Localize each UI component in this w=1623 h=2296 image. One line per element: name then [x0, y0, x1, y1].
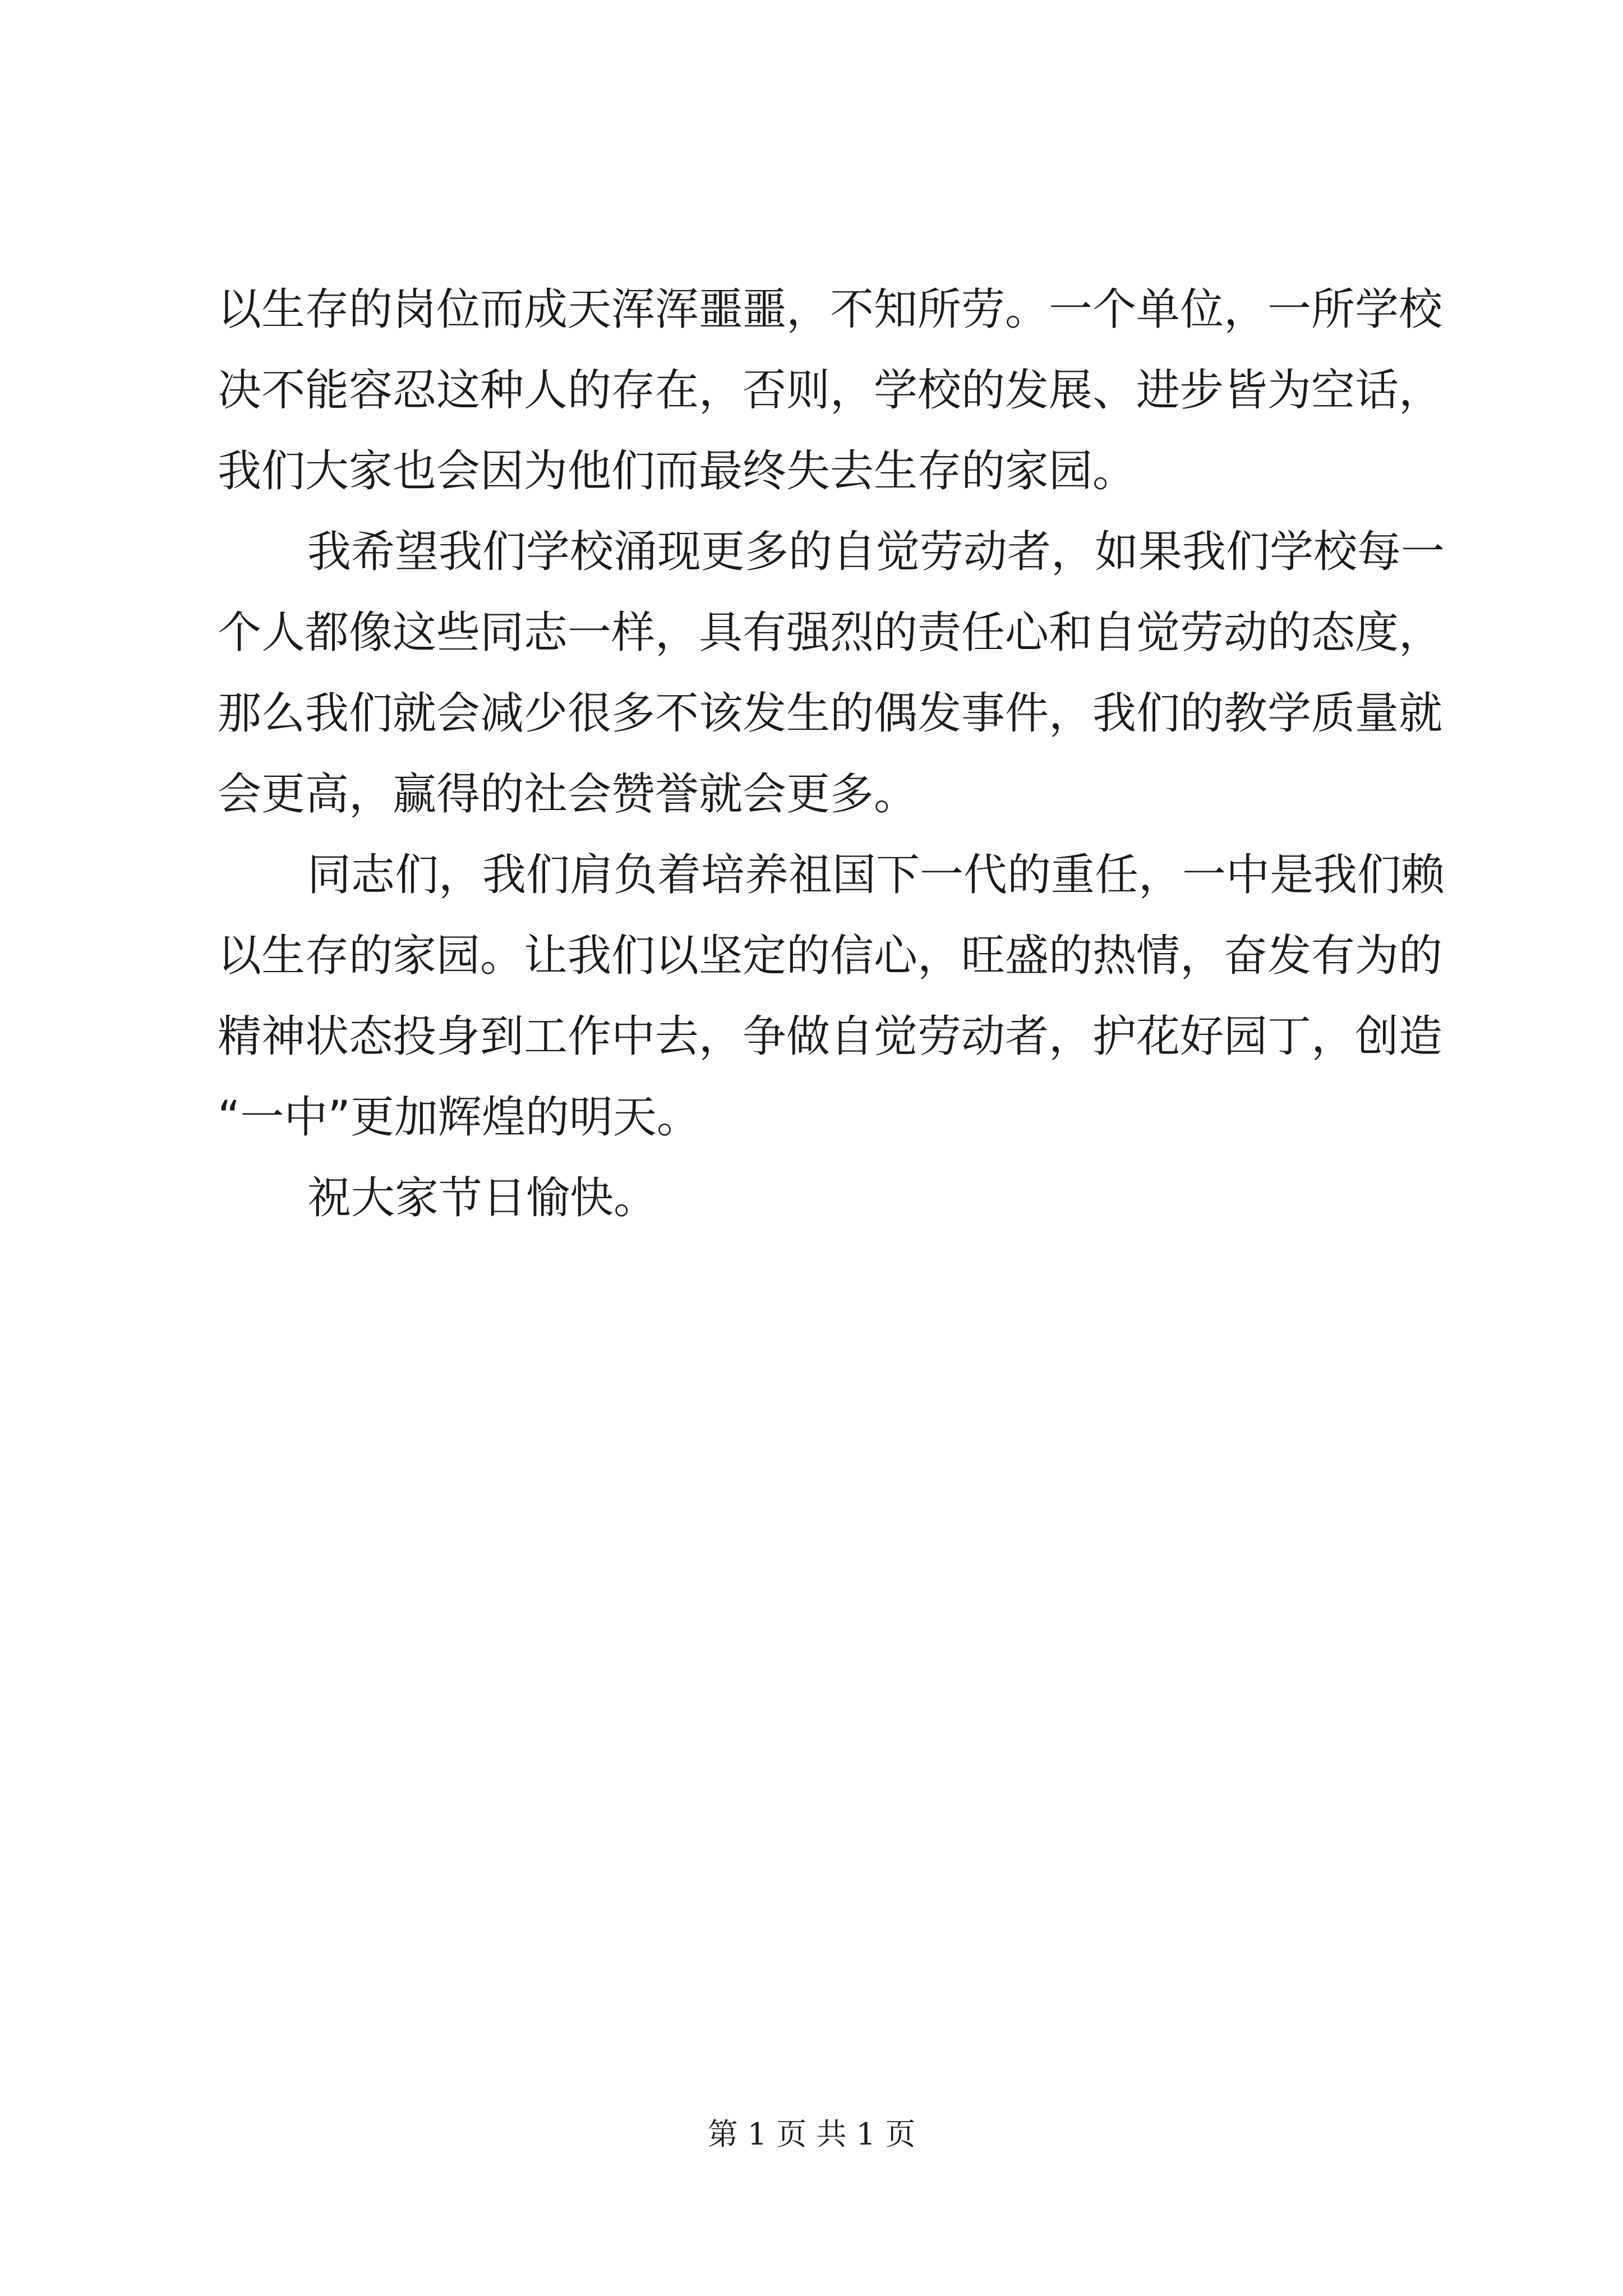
text-line: 祝大家节日愉快。: [307, 1173, 658, 1223]
text-line: 那么我们就会减少很多不该发生的偶发事件，我们的教学质量就: [218, 688, 1443, 739]
text-line: 精神状态投身到工作中去，争做自觉劳动者，护花好园丁，创造: [218, 1011, 1443, 1062]
text-line: 个人都像这些同志一样，具有强烈的责任心和自觉劳动的态度，: [218, 608, 1443, 658]
text-line: 我们大家也会因为他们而最终失去生存的家园。: [218, 446, 1137, 496]
text-line: 会更高，赢得的社会赞誉就会更多。: [218, 769, 918, 820]
page-number-footer: 第 1 页 共 1 页: [707, 2116, 916, 2152]
text-line: 以生存的岗位而成天浑浑噩噩，不知所劳。一个单位，一所学校: [218, 284, 1443, 335]
document-body: [218, 269, 1445, 1239]
text-line: 以生存的家园。让我们以坚定的信心，旺盛的热情，奋发有为的: [218, 931, 1443, 981]
text-line: 我希望我们学校涌现更多的自觉劳动者，如果我们学校每一: [307, 527, 1445, 577]
text-line: 决不能容忍这种人的存在，否则，学校的发展、进步皆为空话，: [218, 365, 1443, 416]
text-line: “一中”更加辉煌的明天。: [218, 1092, 700, 1143]
text-line: 同志们，我们肩负着培养祖国下一代的重任，一中是我们赖: [307, 850, 1445, 900]
